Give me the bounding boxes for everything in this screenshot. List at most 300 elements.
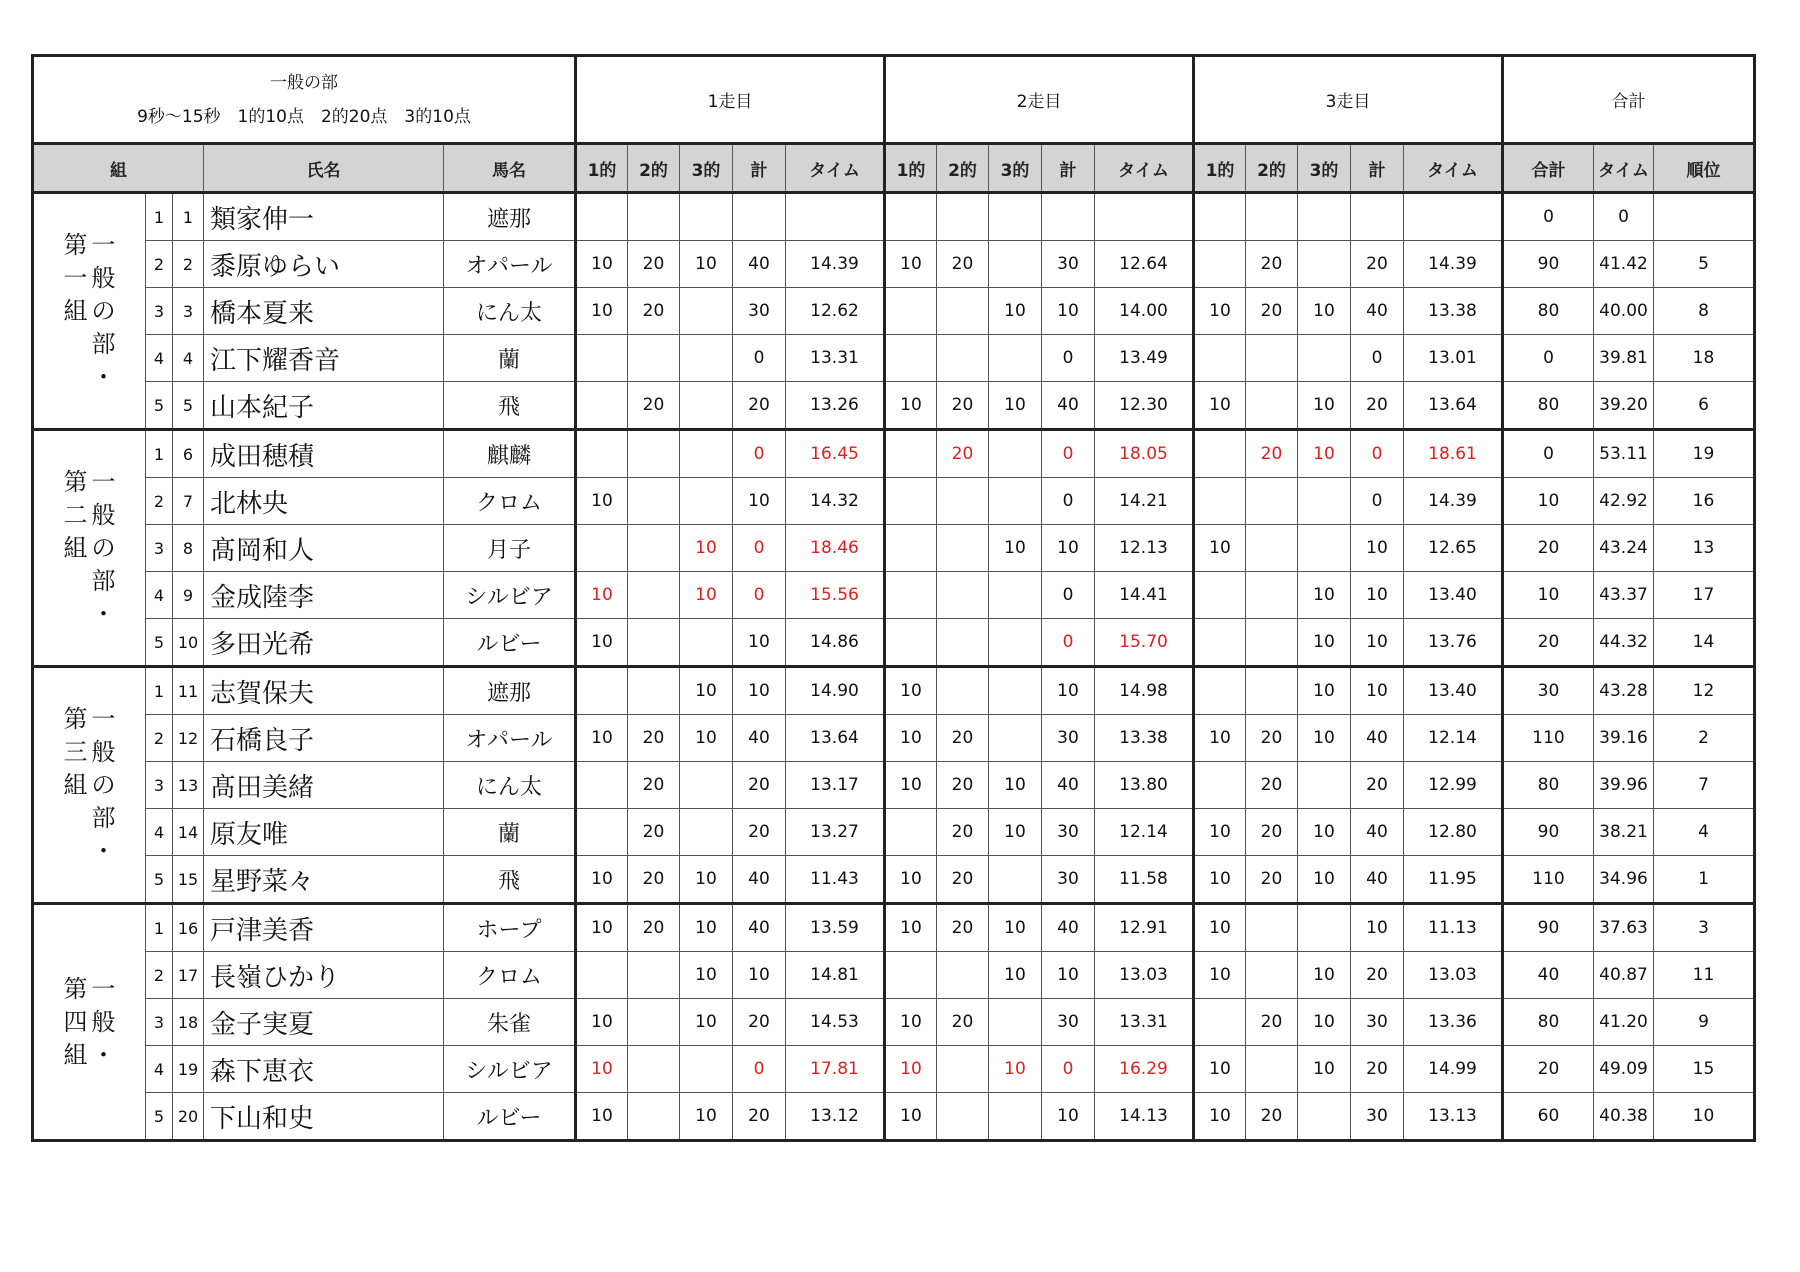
rank: 6 xyxy=(1654,382,1755,430)
r2-t3-header: 3的 xyxy=(989,144,1042,193)
r1-sum-cell: 30 xyxy=(733,288,786,335)
r3-time-header: タイム xyxy=(1404,144,1503,193)
group-label xyxy=(33,430,146,667)
r1-sum-cell: 40 xyxy=(733,904,786,952)
rider-name: 成田穂積 xyxy=(204,430,444,478)
r2-t1-cell xyxy=(885,193,937,241)
r3-t1-cell: 10 xyxy=(1194,288,1246,335)
rank: 9 xyxy=(1654,999,1755,1046)
table-row xyxy=(33,335,1755,382)
r3-t2-cell xyxy=(1246,193,1298,241)
r3-sum-cell: 40 xyxy=(1351,715,1404,762)
rank xyxy=(1654,193,1755,241)
table-row xyxy=(33,999,1755,1046)
r2-sum-cell: 0 xyxy=(1042,335,1095,382)
r2-sum-cell: 0 xyxy=(1042,430,1095,478)
table-row xyxy=(33,525,1755,572)
r3-t3-cell xyxy=(1298,193,1351,241)
r2-t3-cell xyxy=(989,335,1042,382)
r3-t2-cell xyxy=(1246,952,1298,999)
horse-name: にん太 xyxy=(444,288,576,335)
r2-t1-cell xyxy=(885,809,937,856)
r2-t3-cell xyxy=(989,430,1042,478)
r3-t3-cell: 10 xyxy=(1298,619,1351,667)
r2-time-cell: 16.29 xyxy=(1095,1046,1194,1093)
r2-t3-cell: 10 xyxy=(989,382,1042,430)
r1-t3-cell: 10 xyxy=(680,856,733,904)
rider-name: 志賀保夫 xyxy=(204,667,444,715)
group-label-left: 第 二 組 xyxy=(63,467,88,562)
r1-t1-cell: 10 xyxy=(576,904,628,952)
entry-number: 8 xyxy=(173,525,204,572)
r2-sum-cell: 10 xyxy=(1042,952,1095,999)
r1-t1-header: 1的 xyxy=(576,144,628,193)
table-row xyxy=(33,856,1755,904)
entry-number: 2 xyxy=(173,241,204,288)
r2-t1-cell: 10 xyxy=(885,1046,937,1093)
r2-t1-cell xyxy=(885,430,937,478)
r2-time-cell: 14.13 xyxy=(1095,1093,1194,1141)
r3-t1-cell: 10 xyxy=(1194,715,1246,762)
total-time: 39.16 xyxy=(1594,715,1654,762)
r3-t3-cell xyxy=(1298,904,1351,952)
rider-name: 多田光希 xyxy=(204,619,444,667)
total-score: 80 xyxy=(1503,762,1594,809)
r3-t3-cell: 10 xyxy=(1298,809,1351,856)
r1-sum-cell: 0 xyxy=(733,572,786,619)
r2-t1-cell: 10 xyxy=(885,241,937,288)
r2-time-cell: 13.80 xyxy=(1095,762,1194,809)
horse-name: 蘭 xyxy=(444,809,576,856)
total-score: 20 xyxy=(1503,525,1594,572)
r1-sum-cell: 10 xyxy=(733,478,786,525)
horse-name: オパール xyxy=(444,715,576,762)
horse-name: ルビー xyxy=(444,1093,576,1141)
r2-sum-cell: 40 xyxy=(1042,904,1095,952)
r1-t1-cell xyxy=(576,382,628,430)
r3-t3-cell: 10 xyxy=(1298,382,1351,430)
rank: 10 xyxy=(1654,1093,1755,1141)
r3-sum-cell: 10 xyxy=(1351,572,1404,619)
r1-t3-cell xyxy=(680,619,733,667)
r3-time-cell: 13.40 xyxy=(1404,572,1503,619)
rank: 16 xyxy=(1654,478,1755,525)
r1-time-cell: 13.17 xyxy=(786,762,885,809)
total-score: 0 xyxy=(1503,193,1594,241)
r1-t2-cell xyxy=(628,1046,680,1093)
r1-sum-cell: 0 xyxy=(733,335,786,382)
r2-t3-cell xyxy=(989,1093,1042,1141)
table-row xyxy=(33,241,1755,288)
r1-t3-cell xyxy=(680,288,733,335)
r1-t3-cell: 10 xyxy=(680,952,733,999)
r1-t1-cell: 10 xyxy=(576,1046,628,1093)
group-label-left: 第 一 組 xyxy=(63,230,88,325)
r1-t1-cell xyxy=(576,809,628,856)
table-row xyxy=(33,572,1755,619)
horse-name: 月子 xyxy=(444,525,576,572)
r2-t3-cell xyxy=(989,619,1042,667)
r2-time-cell: 14.98 xyxy=(1095,667,1194,715)
r3-t3-cell: 10 xyxy=(1298,667,1351,715)
r3-t2-cell xyxy=(1246,904,1298,952)
r2-sum-cell: 40 xyxy=(1042,762,1095,809)
entry-number: 19 xyxy=(173,1046,204,1093)
r3-time-cell: 14.39 xyxy=(1404,241,1503,288)
heat-position: 5 xyxy=(146,856,173,904)
r3-time-cell xyxy=(1404,193,1503,241)
r3-t2-cell: 20 xyxy=(1246,856,1298,904)
r2-time-cell: 13.31 xyxy=(1095,999,1194,1046)
r1-t2-cell xyxy=(628,572,680,619)
entry-number: 20 xyxy=(173,1093,204,1141)
heat-position: 3 xyxy=(146,762,173,809)
entry-number: 9 xyxy=(173,572,204,619)
r3-t3-cell: 10 xyxy=(1298,572,1351,619)
horse-name: にん太 xyxy=(444,762,576,809)
heat-position: 3 xyxy=(146,288,173,335)
heat-position: 2 xyxy=(146,715,173,762)
table-row xyxy=(33,667,1755,715)
r1-t3-cell: 10 xyxy=(680,1093,733,1141)
rider-name: 下山和史 xyxy=(204,1093,444,1141)
total-score: 80 xyxy=(1503,382,1594,430)
group-label-right: 一 般 の 部 ・ xyxy=(91,704,116,865)
r3-t2-cell: 20 xyxy=(1246,430,1298,478)
r2-t2-cell xyxy=(937,288,989,335)
total-score: 90 xyxy=(1503,904,1594,952)
rank: 1 xyxy=(1654,856,1755,904)
r3-time-cell: 14.99 xyxy=(1404,1046,1503,1093)
r1-t3-cell xyxy=(680,478,733,525)
entry-number: 12 xyxy=(173,715,204,762)
r1-time-cell: 13.59 xyxy=(786,904,885,952)
r1-sum-cell: 0 xyxy=(733,525,786,572)
r1-sum-cell: 20 xyxy=(733,809,786,856)
table-row xyxy=(33,762,1755,809)
r3-t2-header: 2的 xyxy=(1246,144,1298,193)
r3-time-cell: 13.64 xyxy=(1404,382,1503,430)
rank: 13 xyxy=(1654,525,1755,572)
r1-t1-cell xyxy=(576,193,628,241)
horse-name: ホープ xyxy=(444,904,576,952)
total-score: 110 xyxy=(1503,715,1594,762)
total-time: 53.11 xyxy=(1594,430,1654,478)
r1-t2-cell: 20 xyxy=(628,762,680,809)
r1-t2-cell xyxy=(628,525,680,572)
r1-time-cell: 14.90 xyxy=(786,667,885,715)
r2-t1-cell: 10 xyxy=(885,904,937,952)
r2-t1-cell: 10 xyxy=(885,856,937,904)
r2-time-cell: 14.00 xyxy=(1095,288,1194,335)
r1-t2-cell xyxy=(628,335,680,382)
total-time: 43.37 xyxy=(1594,572,1654,619)
group-label-right: 一 般 ・ xyxy=(91,974,116,1069)
r3-t1-cell xyxy=(1194,430,1246,478)
r1-time-header: タイム xyxy=(786,144,885,193)
r2-t2-cell xyxy=(937,1093,989,1141)
r2-t2-cell xyxy=(937,335,989,382)
r1-t3-cell xyxy=(680,430,733,478)
r3-t3-cell xyxy=(1298,335,1351,382)
total-score: 0 xyxy=(1503,430,1594,478)
entry-number: 1 xyxy=(173,193,204,241)
r3-time-cell: 12.14 xyxy=(1404,715,1503,762)
r1-time-cell: 13.31 xyxy=(786,335,885,382)
table-row xyxy=(33,619,1755,667)
r3-time-cell: 12.99 xyxy=(1404,762,1503,809)
r3-time-cell: 13.13 xyxy=(1404,1093,1503,1141)
total-score: 20 xyxy=(1503,1046,1594,1093)
r1-t2-cell xyxy=(628,952,680,999)
r2-t1-cell xyxy=(885,952,937,999)
heat-position: 1 xyxy=(146,193,173,241)
r3-t3-cell: 10 xyxy=(1298,999,1351,1046)
heat-position: 1 xyxy=(146,904,173,952)
total-time: 41.20 xyxy=(1594,999,1654,1046)
heat-position: 4 xyxy=(146,1046,173,1093)
rank: 14 xyxy=(1654,619,1755,667)
total-score: 60 xyxy=(1503,1093,1594,1141)
r3-t2-cell xyxy=(1246,525,1298,572)
r3-t2-cell: 20 xyxy=(1246,999,1298,1046)
rank-header: 順位 xyxy=(1654,144,1755,193)
r1-t2-cell: 20 xyxy=(628,715,680,762)
r2-t3-cell: 10 xyxy=(989,762,1042,809)
group-label-right: 一 般 の 部 ・ xyxy=(91,467,116,628)
rider-name: 長嶺ひかり xyxy=(204,952,444,999)
r1-t1-cell: 10 xyxy=(576,715,628,762)
r1-t1-cell xyxy=(576,525,628,572)
rank: 4 xyxy=(1654,809,1755,856)
horse-name: シルビア xyxy=(444,1046,576,1093)
total-time: 34.96 xyxy=(1594,856,1654,904)
total-time: 40.87 xyxy=(1594,952,1654,999)
r1-t2-cell xyxy=(628,193,680,241)
horse-name: 蘭 xyxy=(444,335,576,382)
r2-t1-cell: 10 xyxy=(885,382,937,430)
total-time: 44.32 xyxy=(1594,619,1654,667)
r1-time-cell: 13.12 xyxy=(786,1093,885,1141)
r2-time-cell: 18.05 xyxy=(1095,430,1194,478)
r2-time-header: タイム xyxy=(1095,144,1194,193)
r2-sum-cell: 10 xyxy=(1042,667,1095,715)
horse-name: シルビア xyxy=(444,572,576,619)
r3-time-cell: 14.39 xyxy=(1404,478,1503,525)
r2-t1-cell xyxy=(885,572,937,619)
horse-name: 飛 xyxy=(444,856,576,904)
r2-t3-cell xyxy=(989,241,1042,288)
total-sum-header: 合計 xyxy=(1503,144,1594,193)
r1-t1-cell: 10 xyxy=(576,478,628,525)
results-table xyxy=(31,54,1756,1142)
r3-t3-cell: 10 xyxy=(1298,952,1351,999)
r1-t3-cell xyxy=(680,762,733,809)
r3-t3-cell: 10 xyxy=(1298,1046,1351,1093)
r2-t1-cell xyxy=(885,525,937,572)
total-score: 90 xyxy=(1503,809,1594,856)
r1-sum-cell: 20 xyxy=(733,382,786,430)
heat-position: 1 xyxy=(146,667,173,715)
section-title-line2: 9秒～15秒 1的10点 2的20点 3的10点 xyxy=(137,106,471,127)
r2-time-cell: 12.30 xyxy=(1095,382,1194,430)
r2-t2-header: 2的 xyxy=(937,144,989,193)
table-row xyxy=(33,809,1755,856)
heat-position: 2 xyxy=(146,952,173,999)
horse-name: 麒麟 xyxy=(444,430,576,478)
run3-header: 3走目 xyxy=(1194,56,1503,144)
r1-t1-cell: 10 xyxy=(576,619,628,667)
r2-t1-cell xyxy=(885,478,937,525)
r3-t1-cell: 10 xyxy=(1194,1093,1246,1141)
r1-t2-cell xyxy=(628,667,680,715)
r3-t2-cell xyxy=(1246,335,1298,382)
r3-sum-cell: 20 xyxy=(1351,382,1404,430)
r3-t2-cell xyxy=(1246,572,1298,619)
r3-t2-cell xyxy=(1246,382,1298,430)
r1-t1-cell xyxy=(576,952,628,999)
r2-t2-cell xyxy=(937,478,989,525)
r2-t2-cell: 20 xyxy=(937,762,989,809)
r2-time-cell: 13.49 xyxy=(1095,335,1194,382)
r2-time-cell: 13.03 xyxy=(1095,952,1194,999)
r3-t1-cell xyxy=(1194,335,1246,382)
total-score: 20 xyxy=(1503,619,1594,667)
entry-number: 10 xyxy=(173,619,204,667)
r1-time-cell: 15.56 xyxy=(786,572,885,619)
r3-t3-cell xyxy=(1298,525,1351,572)
r1-sum-cell: 20 xyxy=(733,999,786,1046)
table-row xyxy=(33,952,1755,999)
r2-t1-cell: 10 xyxy=(885,762,937,809)
r2-sum-cell: 10 xyxy=(1042,1093,1095,1141)
r2-t3-cell: 10 xyxy=(989,525,1042,572)
r2-time-cell xyxy=(1095,193,1194,241)
r3-t3-cell xyxy=(1298,762,1351,809)
r2-t2-cell: 20 xyxy=(937,809,989,856)
r2-sum-cell: 0 xyxy=(1042,478,1095,525)
r1-time-cell: 13.64 xyxy=(786,715,885,762)
r3-sum-cell: 30 xyxy=(1351,999,1404,1046)
r2-t1-cell: 10 xyxy=(885,1093,937,1141)
r1-sum-cell xyxy=(733,193,786,241)
r2-t3-cell xyxy=(989,193,1042,241)
total-time: 40.38 xyxy=(1594,1093,1654,1141)
r2-time-cell: 14.21 xyxy=(1095,478,1194,525)
entry-number: 3 xyxy=(173,288,204,335)
r3-time-cell: 12.65 xyxy=(1404,525,1503,572)
r3-t2-cell xyxy=(1246,1046,1298,1093)
r2-time-cell: 14.41 xyxy=(1095,572,1194,619)
r2-time-cell: 12.13 xyxy=(1095,525,1194,572)
r3-t3-cell: 10 xyxy=(1298,856,1351,904)
rider-name: 黍原ゆらい xyxy=(204,241,444,288)
r1-t2-cell: 20 xyxy=(628,241,680,288)
entry-number: 16 xyxy=(173,904,204,952)
horse-name: 遮那 xyxy=(444,193,576,241)
table-row xyxy=(33,430,1755,478)
horse-name: 朱雀 xyxy=(444,999,576,1046)
r1-sum-cell: 0 xyxy=(733,1046,786,1093)
r3-t1-cell: 10 xyxy=(1194,382,1246,430)
rank: 3 xyxy=(1654,904,1755,952)
r1-t2-cell xyxy=(628,1093,680,1141)
rank: 18 xyxy=(1654,335,1755,382)
table-row xyxy=(33,288,1755,335)
name-col-header: 氏名 xyxy=(204,144,444,193)
entry-number: 11 xyxy=(173,667,204,715)
group-col-header: 組 xyxy=(33,144,204,193)
r3-sum-cell: 20 xyxy=(1351,241,1404,288)
r2-t1-cell xyxy=(885,335,937,382)
r1-sum-cell: 10 xyxy=(733,667,786,715)
r3-time-cell: 11.13 xyxy=(1404,904,1503,952)
total-score: 0 xyxy=(1503,335,1594,382)
r2-t3-cell xyxy=(989,667,1042,715)
table-row xyxy=(33,382,1755,430)
r3-sum-cell: 10 xyxy=(1351,619,1404,667)
r1-time-cell: 14.39 xyxy=(786,241,885,288)
r3-t1-cell: 10 xyxy=(1194,856,1246,904)
heat-position: 4 xyxy=(146,572,173,619)
r1-t3-cell xyxy=(680,1046,733,1093)
rider-name: 髙田美緒 xyxy=(204,762,444,809)
rank: 2 xyxy=(1654,715,1755,762)
table-row xyxy=(33,715,1755,762)
r3-t3-cell xyxy=(1298,478,1351,525)
rank: 8 xyxy=(1654,288,1755,335)
r2-t2-cell: 20 xyxy=(937,715,989,762)
r3-time-cell: 13.40 xyxy=(1404,667,1503,715)
r3-sum-cell: 10 xyxy=(1351,904,1404,952)
r2-sum-cell: 40 xyxy=(1042,382,1095,430)
r3-sum-cell: 40 xyxy=(1351,288,1404,335)
total-time: 43.28 xyxy=(1594,667,1654,715)
group-label xyxy=(33,904,146,1141)
total-time: 0 xyxy=(1594,193,1654,241)
r2-t2-cell xyxy=(937,952,989,999)
r3-t1-cell: 10 xyxy=(1194,952,1246,999)
r3-t3-cell xyxy=(1298,1093,1351,1141)
r1-time-cell: 14.81 xyxy=(786,952,885,999)
rank: 7 xyxy=(1654,762,1755,809)
r1-time-cell: 13.26 xyxy=(786,382,885,430)
r2-t2-cell: 20 xyxy=(937,999,989,1046)
r3-t1-cell xyxy=(1194,478,1246,525)
r3-t1-cell xyxy=(1194,619,1246,667)
r3-t2-cell: 20 xyxy=(1246,1093,1298,1141)
rider-name: 金成陸李 xyxy=(204,572,444,619)
entry-number: 18 xyxy=(173,999,204,1046)
rank: 12 xyxy=(1654,667,1755,715)
r3-t2-cell: 20 xyxy=(1246,762,1298,809)
group-label-left: 第 四 組 xyxy=(63,974,88,1069)
r2-sum-cell xyxy=(1042,193,1095,241)
table-row xyxy=(33,904,1755,952)
r2-t2-cell xyxy=(937,193,989,241)
rank: 19 xyxy=(1654,430,1755,478)
r2-t3-cell xyxy=(989,572,1042,619)
rider-name: 戸津美香 xyxy=(204,904,444,952)
section-title-line1: 一般の部 xyxy=(270,72,338,93)
r1-t3-cell: 10 xyxy=(680,572,733,619)
r2-sum-cell: 10 xyxy=(1042,288,1095,335)
r2-sum-cell: 30 xyxy=(1042,241,1095,288)
total-score: 110 xyxy=(1503,856,1594,904)
total-score: 10 xyxy=(1503,478,1594,525)
r3-t1-cell: 10 xyxy=(1194,525,1246,572)
r3-t2-cell: 20 xyxy=(1246,715,1298,762)
